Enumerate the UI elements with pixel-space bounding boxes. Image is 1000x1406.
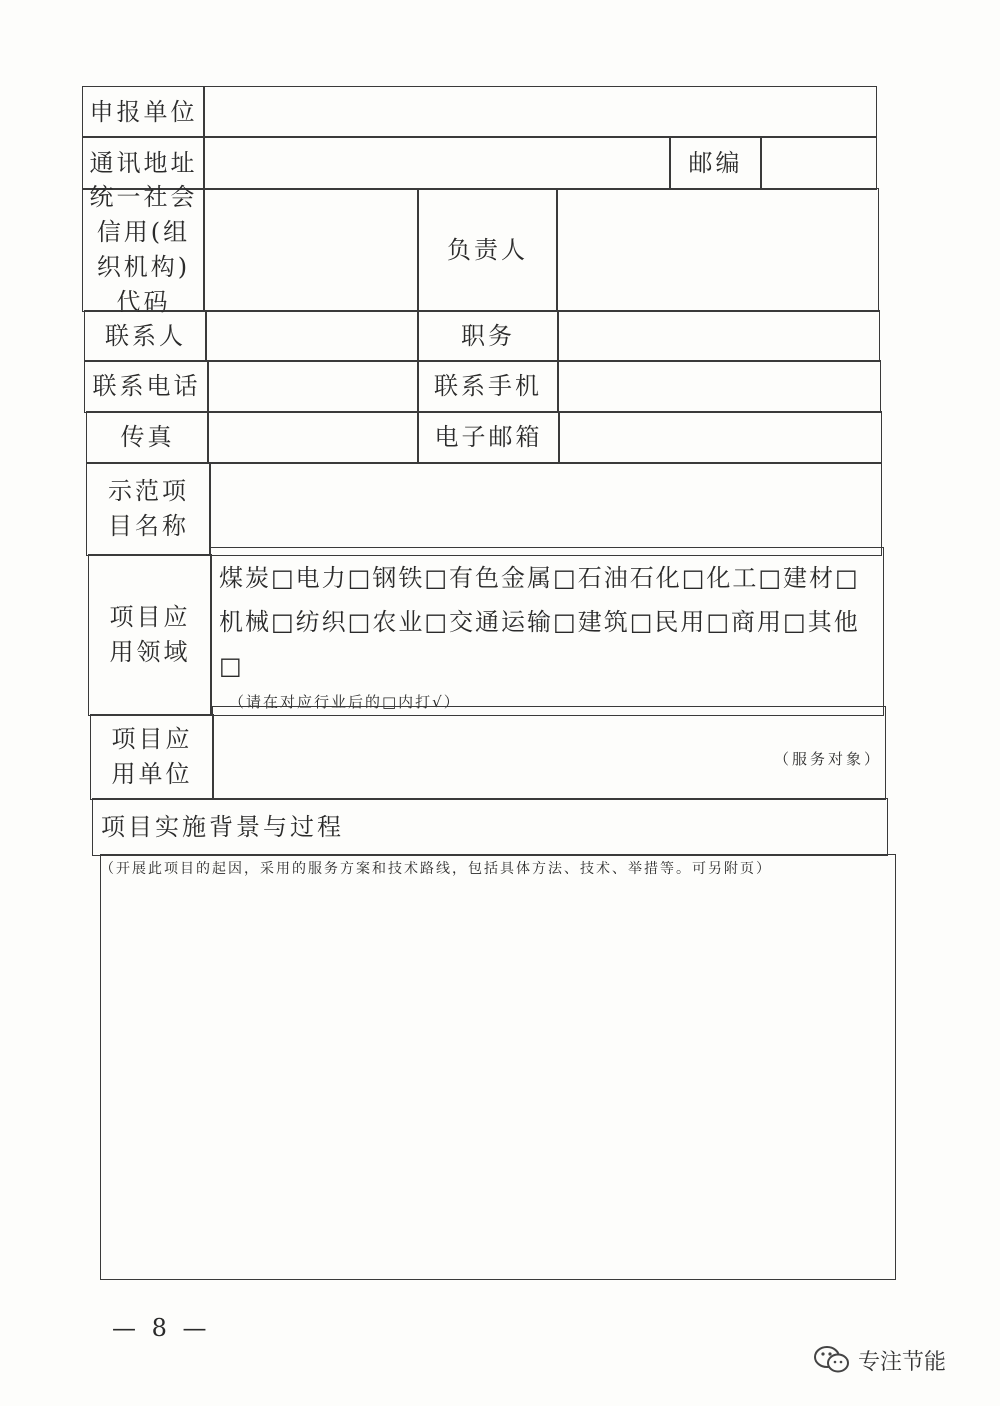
fax-label: 传真 xyxy=(86,411,209,464)
postcode-label: 邮编 xyxy=(669,136,762,190)
industry-hint: （请在对应行业后的□内打√） xyxy=(229,693,461,711)
postcode-field[interactable] xyxy=(760,136,877,190)
contact-label: 联系人 xyxy=(84,310,207,362)
address-label: 通讯地址 xyxy=(82,136,205,190)
address-field[interactable] xyxy=(203,136,671,190)
page-number: — 8 — xyxy=(112,1314,211,1342)
industry-options-line-1[interactable]: 煤炭□电力□钢铁□有色金属□石油石化□化工□建材□ xyxy=(219,564,860,592)
person-in-charge-field[interactable] xyxy=(556,188,879,312)
project-name-label: 示范项目名称 xyxy=(86,462,211,556)
credit-code-label: 统一社会信用(组织机构)代码 xyxy=(82,188,205,312)
client-hint: （服务对象） xyxy=(774,750,883,768)
applicant-label: 申报单位 xyxy=(82,86,205,138)
industry-label: 项目应用领域 xyxy=(88,554,212,716)
background-label: 项目实施背景与过程 xyxy=(92,798,888,856)
position-label: 职务 xyxy=(417,310,559,362)
industry-options[interactable] xyxy=(210,547,884,716)
mobile-label: 联系手机 xyxy=(417,360,559,413)
fax-field[interactable] xyxy=(207,411,419,464)
watermark-text: 专注节能 xyxy=(858,1349,947,1375)
mobile-field[interactable] xyxy=(557,360,881,413)
background-hint: （开展此项目的起因，采用的服务方案和技术路线，包括具体方法、技术、举措等。可另附页） xyxy=(100,861,772,877)
position-field[interactable] xyxy=(557,310,880,362)
project-name-field[interactable] xyxy=(209,462,882,556)
phone-label: 联系电话 xyxy=(84,360,209,413)
client-label: 项目应用单位 xyxy=(90,714,214,800)
applicant-field[interactable] xyxy=(203,86,877,138)
background-field[interactable] xyxy=(100,854,896,1280)
contact-field[interactable] xyxy=(205,310,419,362)
person-in-charge-label: 负责人 xyxy=(417,188,558,312)
email-field[interactable] xyxy=(558,411,882,464)
watermark xyxy=(812,1344,946,1376)
credit-code-field[interactable] xyxy=(203,188,419,312)
email-label: 电子邮箱 xyxy=(417,411,560,464)
industry-options-line-2[interactable]: 机械□纺织□农业□交通运输□建筑□民用□商用□其他 xyxy=(219,608,860,636)
wechat-icon xyxy=(812,1344,852,1376)
phone-field[interactable] xyxy=(207,360,419,413)
industry-options-line-3[interactable]: □ xyxy=(219,652,244,680)
